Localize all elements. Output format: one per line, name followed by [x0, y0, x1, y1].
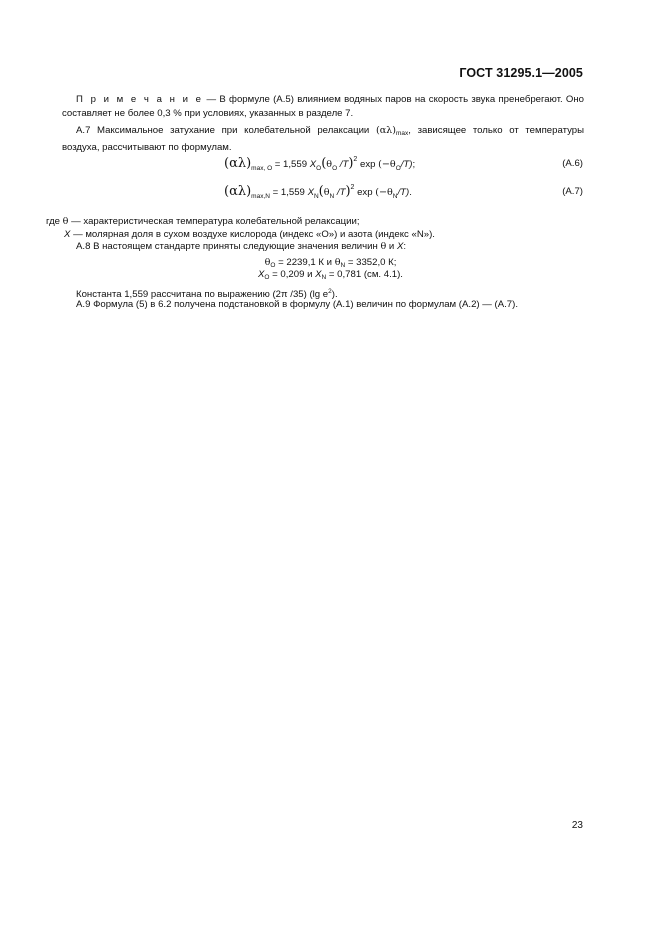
theta-o-value: = 2239,1 К и — [275, 257, 335, 268]
section-a8-paragraph — [76, 240, 406, 253]
theta-n-symbol: θ — [334, 257, 341, 268]
formula-power: 2 — [350, 184, 355, 191]
x-o-value: = 0,209 и — [269, 269, 316, 280]
constant-end: ). — [331, 289, 338, 300]
where-theta-symbol: θ — [62, 216, 69, 227]
x-n-symbol: X — [315, 269, 322, 280]
section-a7-paragraph — [62, 124, 584, 155]
formula-eq: = 1,559 — [272, 159, 310, 170]
formula-paren: ) — [345, 184, 351, 199]
section-a9-paragraph: А.9 Формула (5) в 6.2 получена подстановкой в формулу (А.1) величин по формулам (А.2) — (А.7). — [76, 299, 518, 310]
formula-paren: ) — [348, 156, 354, 171]
where-x-symbol: X — [64, 229, 71, 240]
formula-lhs-sub: max, O — [251, 165, 273, 172]
theta-o-symbol: θ — [264, 257, 271, 268]
formula-x: X — [309, 159, 317, 170]
formula-exp-arg-sub: N — [392, 193, 398, 200]
where-x-text: — молярная доля в сухом воздухе кислорода (индекс «О») и азота (индекс «N»). — [70, 229, 435, 240]
formula-over-t: /T — [334, 187, 346, 198]
formula-theta-sub: N — [329, 193, 335, 200]
a8-theta: θ — [380, 241, 387, 252]
formula-x-sub: O — [316, 165, 322, 172]
note-label: П р и м е ч а н и е — [76, 94, 204, 105]
a7-symbol-sub: max — [396, 130, 409, 137]
formula-lhs: (αλ) — [224, 184, 252, 199]
a7-lead: А.7 Максимальное затухание при колебательной релаксации — [76, 125, 376, 136]
formula-a7 — [224, 184, 412, 200]
where-theta-text: — характеристическая температура колебательной релаксации; — [68, 216, 360, 227]
formula-end: ; — [412, 159, 416, 170]
formula-exp-arg-close: /T) — [400, 159, 413, 170]
x-n-sub: N — [321, 274, 327, 281]
constant-sup: 2 — [328, 288, 332, 295]
formula-exp: exp — [354, 187, 376, 198]
document-code: ГОСТ 31295.1—2005 — [459, 66, 583, 80]
where-prefix: где — [46, 216, 63, 227]
formula-eq: = 1,559 — [269, 187, 308, 198]
a8-text: А.8 В настоящем стандарте приняты следующие значения величин — [76, 241, 381, 252]
formula-theta: θ — [326, 159, 333, 170]
formula-exp-arg-close: /T) — [397, 187, 410, 198]
formula-a6 — [224, 156, 415, 172]
formula-paren: ( — [318, 184, 324, 199]
x-o-sub: O — [264, 274, 270, 281]
x-o-symbol: X — [258, 269, 265, 280]
page-number: 23 — [571, 820, 583, 831]
note-paragraph — [62, 93, 584, 121]
theta-n-value: = 3352,0 К; — [345, 257, 397, 268]
constant-text: Константа 1,559 рассчитана по выражению (2π /35) (lg e — [76, 289, 329, 300]
formula-exp-arg: (−θ — [375, 187, 393, 198]
where-line-theta — [46, 215, 360, 228]
x-n-value: = 0,781 (см. 4.1). — [326, 269, 403, 280]
theta-n-sub: N — [340, 262, 346, 269]
formula-x: X — [307, 187, 314, 198]
a8-x: X — [396, 241, 404, 252]
formula-lhs-sub: max,N — [251, 193, 270, 200]
formula-exp-arg: (−θ — [378, 159, 396, 170]
a8-mid: и — [386, 241, 397, 252]
formula-exp: exp — [357, 159, 379, 170]
a7-symbol: (αλ) — [375, 125, 396, 136]
formula-end: . — [409, 187, 412, 198]
formula-theta: θ — [323, 187, 330, 198]
equation-number-a6: (А.6) — [562, 158, 583, 169]
a7-tail: , зависящее только от температуры воздуха, рассчитывают по формулам. — [62, 125, 585, 153]
a8-end: : — [403, 241, 407, 252]
formula-theta-sub: O — [332, 165, 338, 172]
formula-over-t: /T — [337, 159, 349, 170]
formula-lhs: (αλ) — [224, 156, 252, 171]
formula-exp-arg-sub: O — [395, 165, 401, 172]
formula-x-sub: N — [313, 193, 319, 200]
note-text: — В формуле (А.5) влиянием водяных паров на скорость звука пренебрегают. Оно составляет не более 0,3 % при условиях, указанных в разделе 7. — [62, 94, 584, 119]
equation-number-a7: (А.7) — [562, 186, 583, 197]
x-values — [0, 268, 661, 284]
formula-paren: ( — [321, 156, 327, 171]
formula-power: 2 — [353, 156, 358, 163]
theta-o-sub: O — [270, 262, 276, 269]
